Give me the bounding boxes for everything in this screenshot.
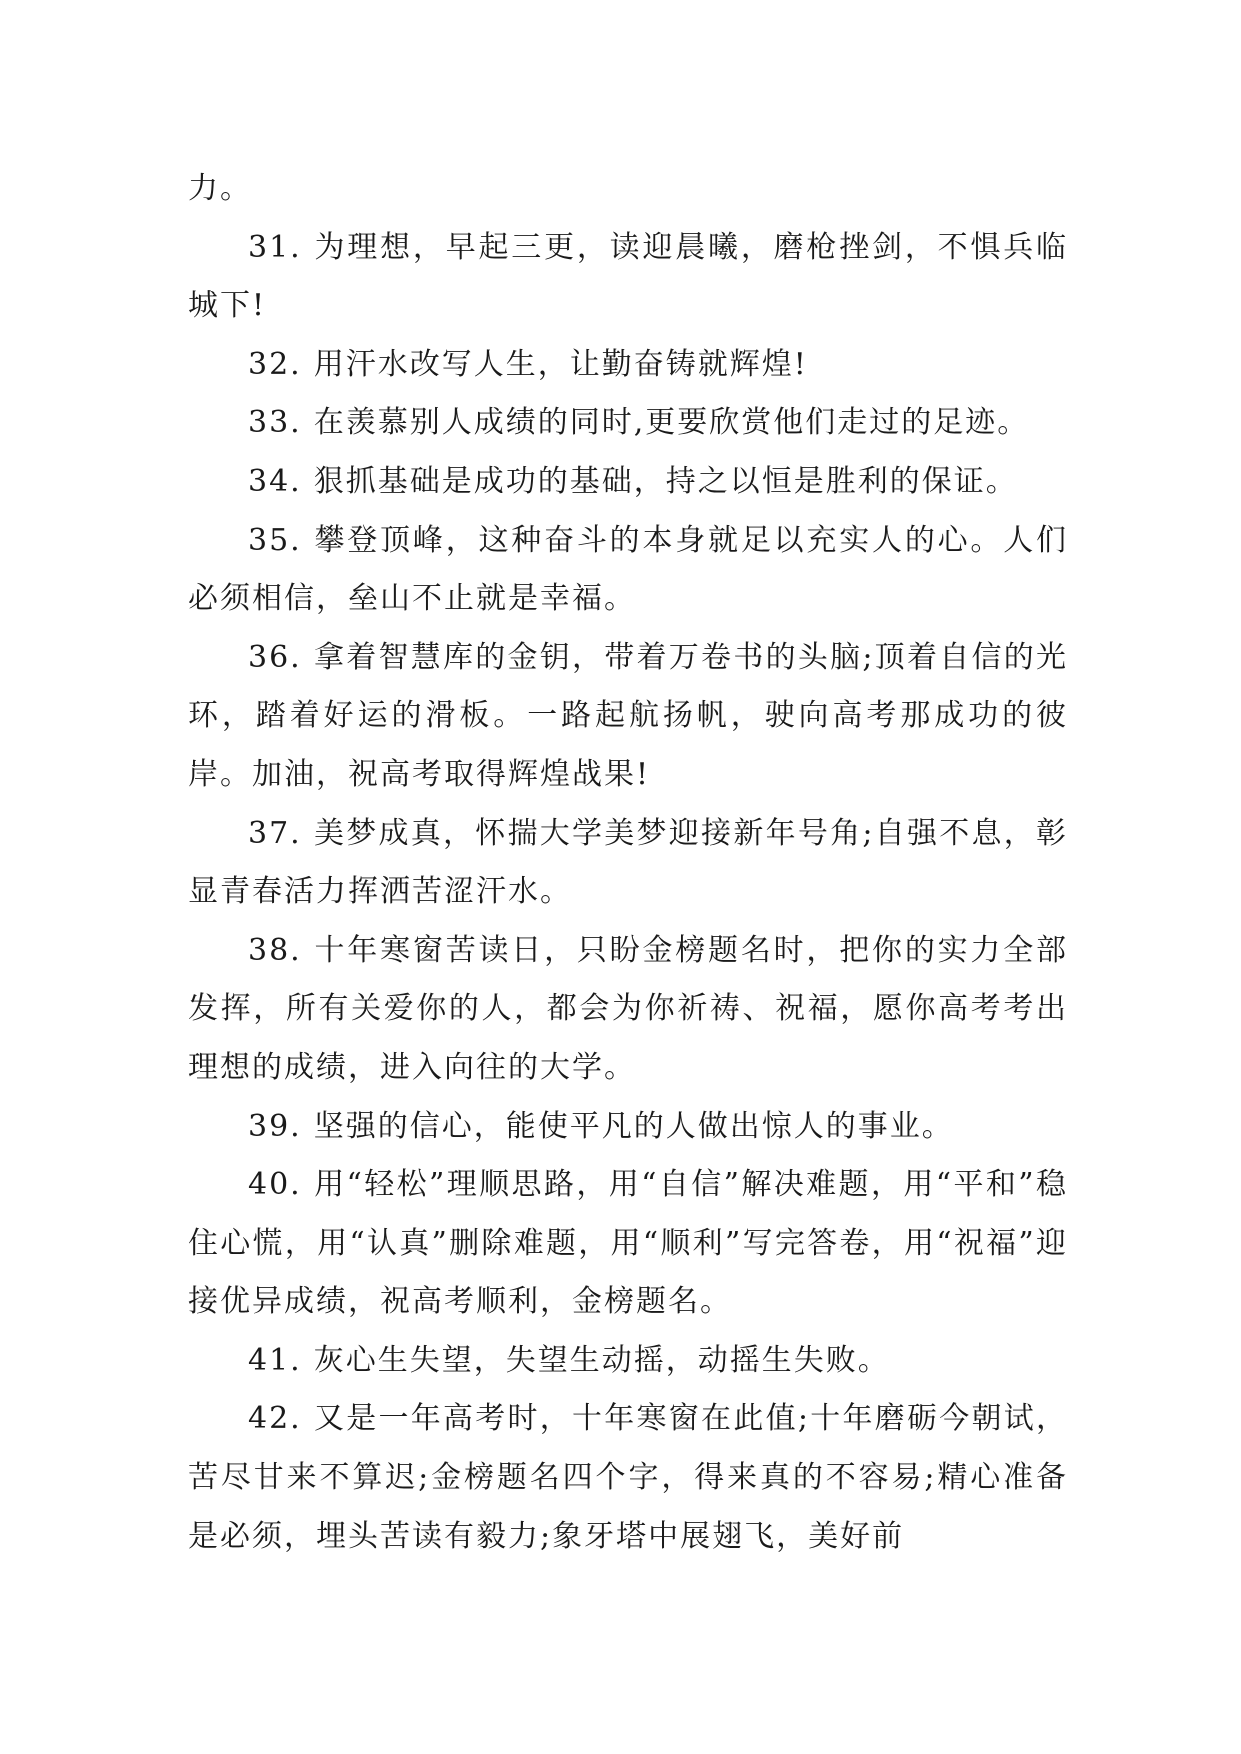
item-text: 十年寒窗苦读日，只盼金榜题名时，把你的实力全部发挥，所有关爱你的人，都会为你祈祷、祝福，愿你高考考出理想的成绩，进入向往的大学。	[188, 932, 1068, 1085]
item-number: 38.	[248, 932, 302, 968]
list-item	[188, 219, 1068, 336]
list-item	[188, 922, 1068, 1098]
item-number: 31.	[248, 229, 302, 265]
paragraph-continuation	[188, 160, 1068, 219]
item-number: 36.	[248, 639, 302, 675]
item-number: 39.	[248, 1108, 302, 1144]
item-text: 用汗水改写人生，让勤奋铸就辉煌!	[313, 346, 808, 382]
document-body	[188, 160, 1068, 1566]
item-text: 用“轻松”理顺思路，用“自信”解决难题，用“平和”稳住心慌，用“认真”删除难题，用“顺利”写完答卷，用“祝福”迎接优异成绩，祝高考顺利，金榜题名。	[188, 1167, 1068, 1320]
item-number: 37.	[248, 815, 302, 851]
list-item	[188, 805, 1068, 922]
item-text: 又是一年高考时，十年寒窗在此值;十年磨砺今朝试，苦尽甘来不算迟;金榜题名四个字，得来真的不容易;精心准备是必须，埋头苦读有毅力;象牙塔中展翅飞，美好前	[188, 1401, 1068, 1554]
list-item	[188, 453, 1068, 512]
item-text: 灰心生失望，失望生动摇，动摇生失败。	[313, 1342, 890, 1378]
item-number: 42.	[248, 1401, 302, 1437]
list-item	[188, 1332, 1068, 1391]
paragraph-text: 力。	[188, 171, 252, 206]
item-number: 33.	[248, 405, 302, 441]
list-item	[188, 394, 1068, 453]
list-item	[188, 336, 1068, 395]
item-number: 40.	[248, 1167, 302, 1203]
item-text: 在羡慕别人成绩的同时,更要欣赏他们走过的足迹。	[313, 405, 1030, 441]
item-text: 美梦成真，怀揣大学美梦迎接新年号角;自强不息，彰显青春活力挥洒苦涩汗水。	[188, 815, 1068, 910]
item-number: 41.	[248, 1342, 302, 1378]
item-text: 为理想，早起三更，读迎晨曦，磨枪挫剑，不惧兵临城下!	[188, 229, 1068, 324]
list-item	[188, 1098, 1068, 1157]
item-text: 攀登顶峰，这种奋斗的本身就足以充实人的心。人们必须相信，垒山不止就是幸福。	[188, 522, 1068, 617]
list-item	[188, 512, 1068, 629]
item-text: 狠抓基础是成功的基础，持之以恒是胜利的保证。	[313, 463, 1018, 499]
list-item	[188, 1390, 1068, 1566]
item-text: 拿着智慧库的金钥，带着万卷书的头脑;顶着自信的光环，踏着好运的滑板。一路起航扬帆，驶向高考那成功的彼岸。加油，祝高考取得辉煌战果!	[188, 639, 1068, 792]
item-number: 34.	[248, 463, 302, 499]
list-item	[188, 629, 1068, 805]
list-item	[188, 1156, 1068, 1332]
item-number: 35.	[248, 522, 302, 558]
item-number: 32.	[248, 346, 302, 382]
item-text: 坚强的信心，能使平凡的人做出惊人的事业。	[313, 1108, 954, 1144]
